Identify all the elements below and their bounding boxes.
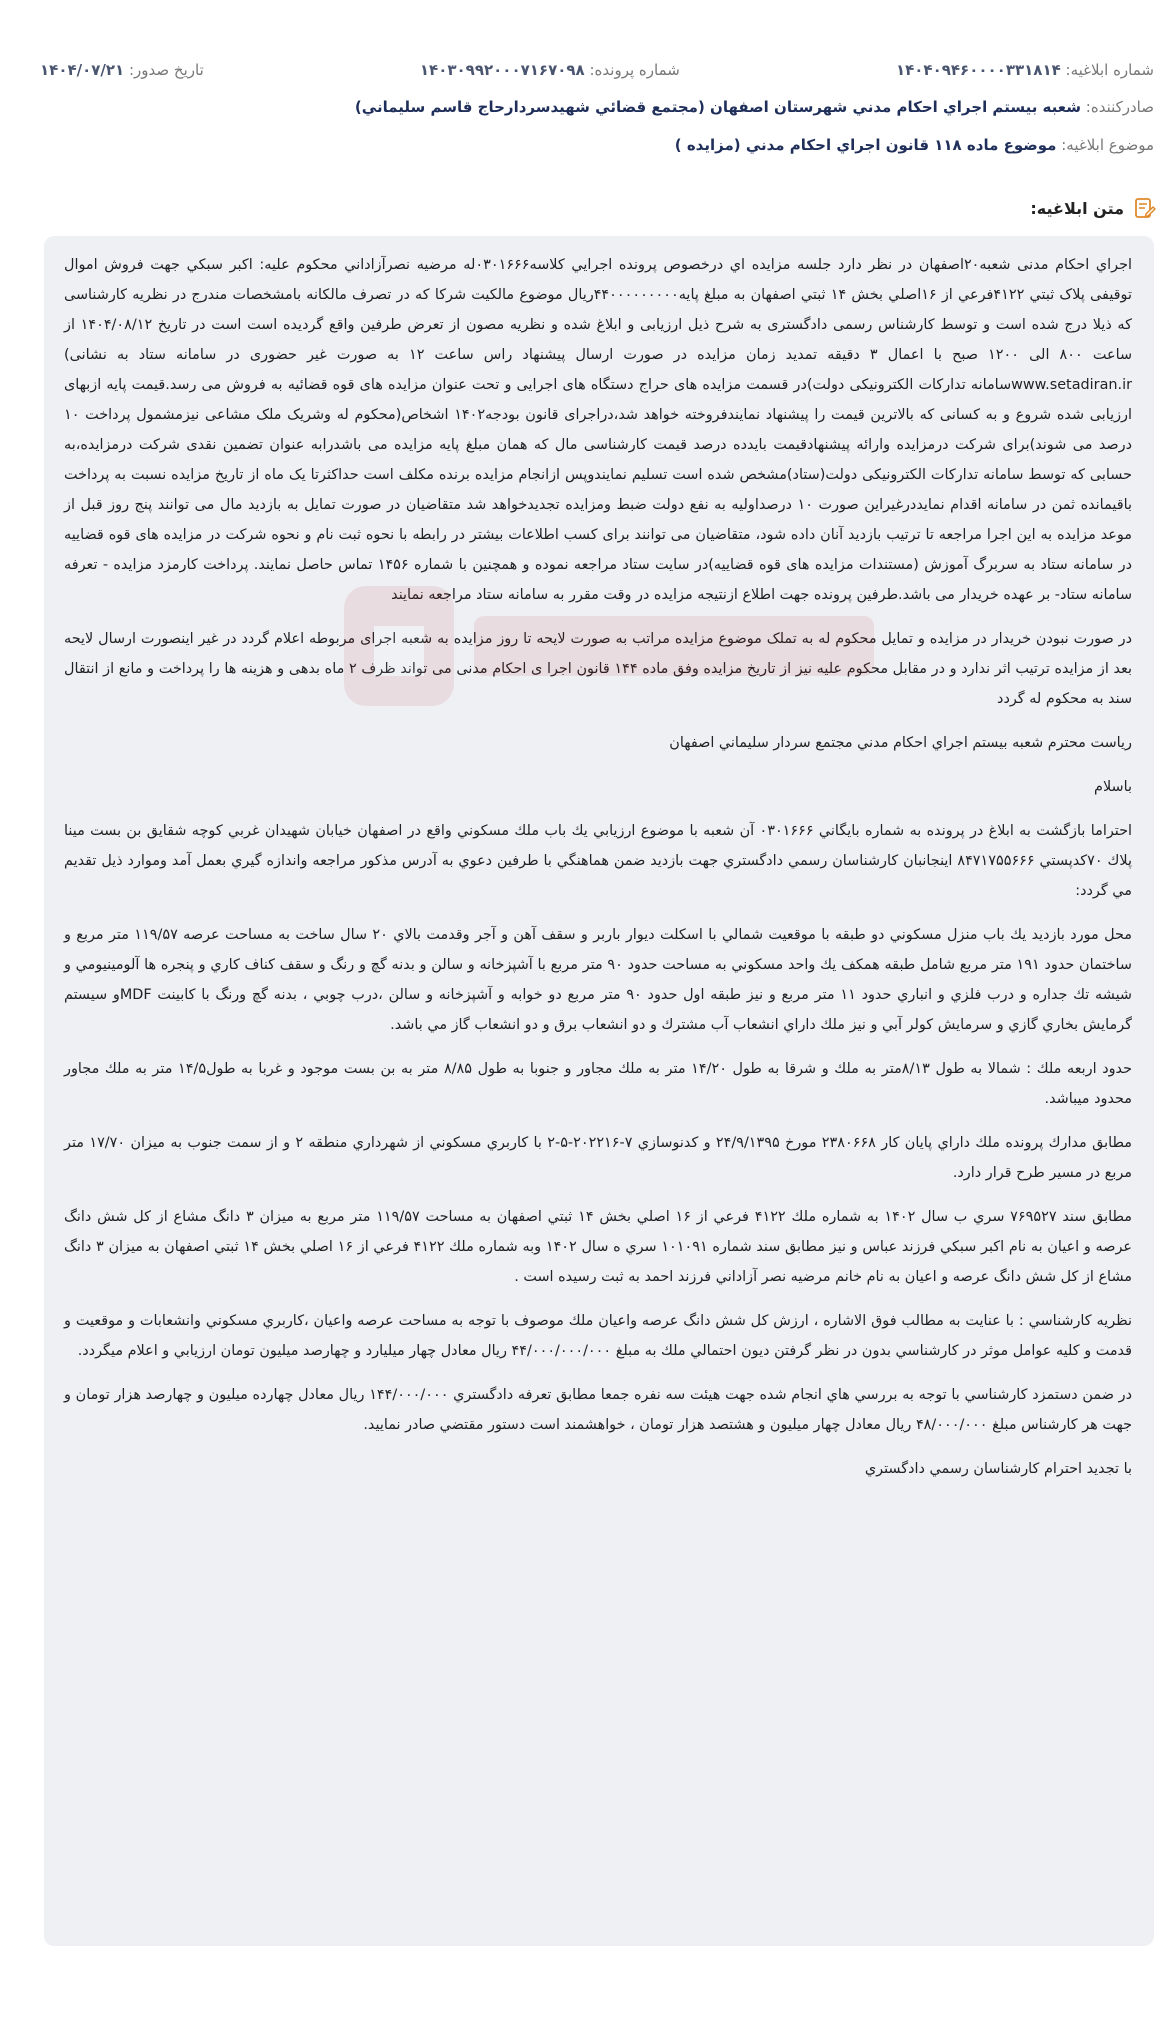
notice-header xyxy=(40,52,1154,164)
notice-number xyxy=(896,60,1154,80)
issuer-value: شعبه بيستم اجراي احكام مدني شهرستان اصفهان (مجتمع قضائي شهيدسردارحاج قاسم سليماني) xyxy=(354,98,1081,116)
notice-number-value: ۱۴۰۴۰۹۴۶۰۰۰۰۳۳۱۸۱۴ xyxy=(895,61,1061,79)
notice-text-heading xyxy=(1030,196,1156,220)
notice-text-icon xyxy=(1132,196,1156,220)
notice-paragraph: در صورت نبودن خريدار در مزايده و تمايل محکوم له به تملک موضوع مزايده مراتب به صورت لايحه تا روز مزايده به شعبه اجرای مربوطه اعلام گردد در غير اينصورت ارسال لايحه بعد از مزايده ترتيب اثر ندارد و در مقابل محکوم عليه نيز از تاريخ مزايده وفق ماده ۱۴۴ قانون اجرا ی احکام مدنی می تواند ظرف ۲ ماه بدهی و هزينه ها را پرداخت و مانع از انتقال سند به محکوم له گردد xyxy=(64,631,1132,707)
notice-text-title: متن ابلاغیه: xyxy=(1030,198,1124,218)
notice-paragraph: باسلام xyxy=(1094,779,1132,795)
notice-meta-row xyxy=(40,52,1154,88)
issue-date-value: ۱۴۰۴/۰۷/۲۱ xyxy=(40,61,125,79)
notice-paragraph: حدود اربعه ملك : شمالا به طول ۸/۱۳متر به ملك و شرقا به طول ۱۴/۲۰ متر به ملك مجاور و جنوبا به طول ۸/۸۵ متر به بن بست موجود و غربا به طول۱۴/۵ متر به ملك مجاور محدود ميباشد. xyxy=(64,1061,1133,1107)
notice-paragraph: رياست محترم شعبه بيستم اجراي احكام مدني مجتمع سردار سليماني اصفهان xyxy=(669,735,1132,751)
issuer-label: صادرکننده: xyxy=(1085,98,1154,116)
case-number-value: ۱۴۰۳۰۹۹۲۰۰۰۷۱۶۷۰۹۸ xyxy=(419,61,585,79)
subject-row xyxy=(40,126,1154,164)
notice-paragraph: احتراما بازگشت به ابلاغ در پرونده به شماره بايگاني ۰۳۰۱۶۶۶ آن شعبه با موضوع ارزيابي يك باب ملك مسكوني واقع در اصفهان خيابان شهيدان غربي كوچه شقايق بن بست مينا پلاك ۷۰كدپستي ۸۴۷۱۷۵۵۶۶۶ اينجانبان كارشناسان رسمي دادگستري جهت بازديد ضمن هماهنگي با طرفين دعوي به آدرس مذكور مراجعه واندازه گيري بعمل آمد وموارد ذيل تقديم مي گردد: xyxy=(64,823,1132,899)
notice-number-label: شماره ابلاغيه: xyxy=(1065,61,1154,79)
notice-paragraph: نظريه كارشناسي : با عنايت به مطالب فوق الاشاره ، ارزش كل شش دانگ عرصه واعيان ملك موصوف با توجه به مساحت عرصه واعيان ،كاربري مسكوني وانشعابات و موقعيت و قدمت و كليه عوامل موثر در كارشناسي بدون در نظر گرفتن ديون احتمالي ملك به مبلغ ۴۴/۰۰۰/۰۰۰/۰۰۰ ريال معادل چهار ميليارد و چهارصد ميليون تومان ارزيابي و اعلام ميگردد. xyxy=(64,1313,1132,1359)
notice-paragraph: محل مورد بازديد يك باب منزل مسكوني دو طبقه با موقعيت شمالي با اسكلت ديوار باربر و سقف آهن و آجر وقدمت بالاي ۲۰ سال ساخت به مساحت عرصه ۱۱۹/۵۷ متر مربع و ساختمان حدود ۱۹۱ متر مربع شامل طبقه همكف يك واحد مسكوني به مساحت حدود ۹۰ متر مربع با آشپزخانه و سالن و بدنه گچ و رنگ و سقف كناف كاري و پنجره ها آلومينيومي و شيشه تك جداره و درب فلزي و انباري حدود ۱۱ متر مربع و نيز طبقه اول حدود ۹۰ متر مربع دو خوابه و آشپزخانه و سالن ،درب چوبي ، بدنه گچ ورنگ با كابينت MDFو سيستم گرمايش بخاري گازي و سرمايش كولر آبي و نيز ملك داراي انشعاب آب مشترك و دو انشعاب برق و دو انشعاب گاز مي باشد. xyxy=(64,927,1132,1033)
notice-body-panel xyxy=(44,236,1154,1946)
notice-paragraph: اجراي احکام مدنی شعبه۲۰اصفهان در نظر دارد جلسه مزايده اي درخصوص پرونده اجرايي کلاسه۰۳۰۱۶۶۶له مرضيه نصرآزاداني محکوم عليه: اکبر سبکي جهت فروش اموال توقيفی پلاک ثبتي ۴۱۲۲فرعي از ۱۶اصلي بخش ۱۴ ثبتي اصفهان به مبلغ پايه۴۴۰۰۰۰۰۰۰۰۰ريال موضوع مالکيت شرکا که در تصرف مالکانه بامشخصات مندرج در نظريه کارشناسی که ذيلا درج شده است و توسط کارشناس رسمی دادگستری به شرح ذيل ارزيابی و ابلاغ شده و نظريه مصون از تعرض طرفين واقع گرديده است است در تاريخ ۱۴۰۴/۰۸/۱۲ از ساعت ۸۰۰ الی ۱۲۰۰ صبح با اعمال ۳ دقيقه تمديد زمان مزايده در صورت ارسال پيشنهاد راس ساعت ۱۲ به صورت غير حضوری در سامانه ستاد به نشانی) www.setadiran.irسامانه تدارکات الکترونيکی دولت)در قسمت مزايده های حراج دستگاه های اجرايی و تحت عنوان مزايده های قوه قضائيه به فروش می رسد.قيمت پايه ازبهای ارزيابی شده شروع و به کسانی که بالاترين قيمت را پيشنهاد نمايندفروخته خواهد شد،دراجرای قانون بودجه۱۴۰۲ اشخاص(محکوم له وشريک ملک مشاعی نيزمشمول پرداخت ۱۰ درصد می شوند)برای شرکت درمزايده وارائه پيشنهادقيمت بايدده درصد قيمت کارشناسی مال که همان مبلغ پايه مزايده می باشدرابه عنوان تضمين نقدی شرکت درمزايده،به حسابی که توسط سامانه تدارکات الکترونيکی دولت(ستاد)مشخص شده است تسليم نمايندوپس ازانجام مزايده برنده مکلف است حداکثرتا يک ماه از تاريخ مزايده نسبت به پرداخت باقيمانده ثمن در سامانه اقدام نمايددرغيراين صورت ۱۰ درصداوليه به نفع دولت ضبط ومزايده تجديدخواهد شد متقاضيان در صورت تمايل به بازديد مال می توانند پنج روز قبل از موعد مزايده به اين اجرا مراجعه تا ترتيب بازديد آنان داده شود، متقاضيان می توانند برای کسب اطلاعات بيشتر در رابطه با نحوه ثبت نام و نحوه شرکت در مزايده های قوه قضاييه در سامانه ستاد به سربرگ آموزش (مستندات مزايده های قوه قضاييه)در سايت ستاد مراجعه نموده و همچنين با شماره ۱۴۵۶ تماس حاصل نمايند. پرداخت کارمزد مزايده - تعرفه سامانه ستاد- بر عهده خريدار می باشد.طرفين پرونده جهت اطلاع ازنتيجه مزايده در وقت مقرر به سامانه ستاد مراجعه نمايند xyxy=(64,257,1133,603)
issuer-row xyxy=(40,88,1154,126)
issue-date xyxy=(40,60,204,80)
case-number xyxy=(420,60,680,80)
issue-date-label: تاريخ صدور: xyxy=(129,61,204,79)
notice-paragraph: در ضمن دستمزد كارشناسي با توجه به بررسي هاي انجام شده جهت هيئت سه نفره جمعا مطابق تعرفه دادگستري ۱۴۴/۰۰۰/۰۰۰ ريال معادل چهارده ميليون و چهارصد هزار تومان و جهت هر كارشناس مبلغ ۴۸/۰۰۰/۰۰۰ ريال معادل چهار ميليون و هشتصد هزار تومان ، خواهشمند است دستور مقتضي صادر نماييد. xyxy=(64,1387,1132,1433)
subject-label: موضوع ابلاغیه: xyxy=(1061,136,1154,154)
notice-paragraph: مطابق مدارك پرونده ملك داراي پايان كار ۲۳۸۰۶۶۸ مورخ ۲۴/۹/۱۳۹۵ و كدنوسازي ۷-۲۰۲۲۱۶-۵-۲ با كاربري مسكوني از شهرداري منطقه ۲ و از سمت جنوب به ميزان ۱۷/۷۰ متر مربع در مسير طرح قرار دارد. xyxy=(64,1135,1132,1181)
subject-value: موضوع ماده ١١٨ قانون اجراي احكام مدني (مزايده ) xyxy=(674,136,1057,154)
notice-paragraph: مطابق سند ۷۶۹۵۲۷ سري ب سال ۱۴۰۲ به شماره ملك ۴۱۲۲ فرعي از ۱۶ اصلي بخش ۱۴ ثبتي اصفهان به مساحت ۱۱۹/۵۷ متر مربع به ميزان ۳ دانگ مشاع از كل شش دانگ عرصه و اعيان به نام اكبر سبكي فرزند عباس و نيز مطابق سند شماره ۱۰۱۰۹۱ سري ه سال ۱۴۰۲ وبه شماره ملك ۴۱۲۲ فرعي از ۱۶ اصلي بخش ۱۴ ثبتي اصفهان به ميزان ۳ دانگ مشاع از كل شش دانگ عرصه و اعيان به نام خانم مرضيه نصر آزاداني فرزند احمد به ثبت رسيده است . xyxy=(64,1209,1133,1285)
case-number-label: شماره پرونده: xyxy=(589,61,680,79)
notice-paragraph: با تجديد احترام كارشناسان رسمي دادگستري xyxy=(864,1461,1132,1477)
